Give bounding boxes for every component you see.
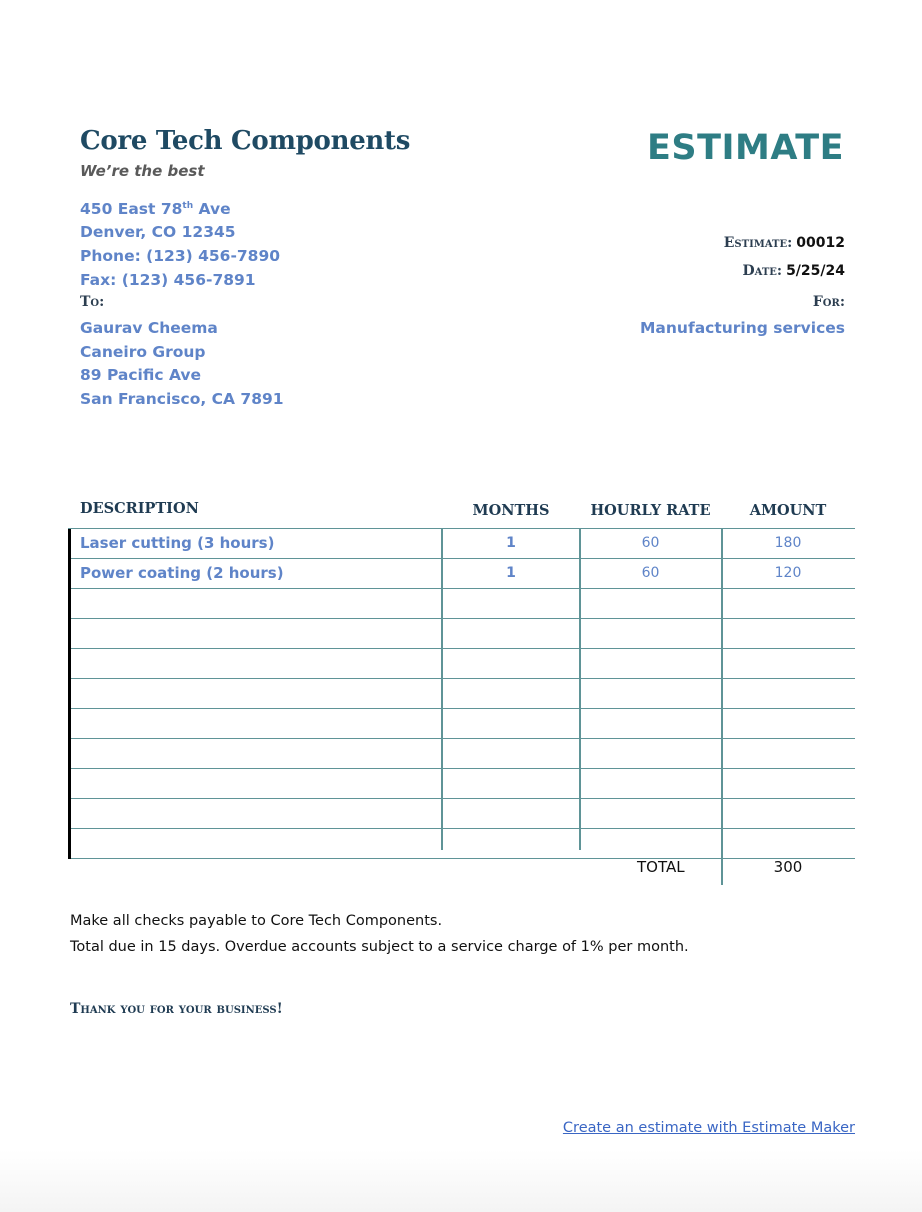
row-months [442, 709, 580, 738]
table-row [68, 769, 855, 799]
estimate-maker-link[interactable]: Create an estimate with Estimate Maker [562, 1120, 855, 1136]
header-months: MONTHS [472, 502, 550, 519]
estimate-number-row [724, 232, 845, 251]
company-fax: Fax: (123) 456-7891 [80, 271, 256, 289]
company-street-number: 450 East 78 [80, 200, 183, 218]
company-tagline: We’re the best [80, 162, 205, 180]
row-months [442, 679, 580, 708]
row-marker [68, 829, 71, 859]
row-hourly-rate [580, 799, 721, 828]
row-amount [721, 679, 855, 708]
row-months: 1 [506, 535, 516, 551]
table-row [68, 829, 855, 859]
row-hourly-rate [580, 589, 721, 618]
document-title: ESTIMATE [647, 128, 844, 168]
recipient-name: Gaurav Cheema [80, 319, 218, 337]
row-marker [68, 619, 71, 649]
row-description: Laser cutting (3 hours) [80, 534, 275, 552]
total-value: 300 [773, 858, 803, 876]
row-amount [721, 829, 855, 858]
row-hourly-rate [580, 649, 721, 678]
row-hourly-rate [580, 769, 721, 798]
row-hourly-rate [580, 679, 721, 708]
row-months [442, 649, 580, 678]
row-amount [721, 769, 855, 798]
header-description: DESCRIPTION [80, 500, 199, 517]
estimate-date-label: Date: [742, 263, 783, 279]
recipient-city: San Francisco, CA 7891 [80, 390, 284, 408]
table-row [68, 649, 855, 679]
row-hourly-rate: 60 [641, 565, 660, 581]
row-hourly-rate [580, 619, 721, 648]
row-months [442, 769, 580, 798]
table-row [68, 739, 855, 769]
row-amount: 180 [774, 535, 802, 551]
row-amount: 120 [774, 565, 802, 581]
row-hourly-rate [580, 739, 721, 768]
terms-note: Total due in 15 days. Overdue accounts subject to a service charge of 1% per month. [70, 939, 689, 955]
row-amount [721, 619, 855, 648]
thank-you-note: Thank you for your business! [70, 1001, 283, 1017]
row-amount [721, 709, 855, 738]
table-row [68, 559, 855, 589]
header-amount: AMOUNT [749, 502, 827, 519]
recipient-company: Caneiro Group [80, 343, 206, 361]
row-marker [68, 529, 71, 559]
table-row [68, 679, 855, 709]
row-marker [68, 769, 71, 799]
row-marker [68, 559, 71, 589]
row-amount [721, 649, 855, 678]
row-months [442, 589, 580, 618]
row-marker [68, 649, 71, 679]
company-city: Denver, CO 12345 [80, 223, 236, 241]
column-divider [579, 528, 581, 850]
table-row [68, 589, 855, 619]
payable-note: Make all checks payable to Core Tech Components. [70, 913, 443, 929]
header-hourly-rate: HOURLY RATE [590, 502, 711, 519]
row-amount [721, 739, 855, 768]
row-hourly-rate: 60 [641, 535, 660, 551]
estimate-date-value: 5/25/24 [786, 263, 845, 279]
column-divider [721, 528, 723, 885]
row-hourly-rate [580, 709, 721, 738]
row-amount [721, 799, 855, 828]
total-label: TOTAL [637, 858, 685, 876]
row-months [442, 619, 580, 648]
row-hourly-rate [580, 829, 721, 858]
company-name: Core Tech Components [80, 126, 411, 156]
line-items-table [68, 528, 855, 859]
company-street-ordinal: th [182, 200, 194, 211]
company-street [80, 200, 231, 218]
company-street-name: Ave [193, 200, 231, 218]
row-description: Power coating (2 hours) [80, 564, 284, 582]
estimate-date-row [742, 260, 845, 279]
row-marker [68, 739, 71, 769]
row-months [442, 799, 580, 828]
table-row [68, 799, 855, 829]
row-marker [68, 799, 71, 829]
row-months [442, 739, 580, 768]
table-row [68, 528, 855, 559]
estimate-number-label: Estimate: [723, 235, 793, 251]
row-months: 1 [506, 565, 516, 581]
recipient-street: 89 Pacific Ave [80, 366, 202, 384]
to-label: To: [80, 294, 105, 310]
estimate-number-value: 00012 [796, 235, 845, 251]
column-divider [441, 528, 443, 850]
row-marker [68, 709, 71, 739]
for-value: Manufacturing services [640, 319, 845, 337]
row-marker [68, 589, 71, 619]
table-row [68, 619, 855, 649]
for-label: For: [812, 294, 845, 310]
row-marker [68, 679, 71, 709]
table-row [68, 709, 855, 739]
row-months [442, 829, 580, 858]
company-phone: Phone: (123) 456-7890 [80, 247, 281, 265]
row-amount [721, 589, 855, 618]
